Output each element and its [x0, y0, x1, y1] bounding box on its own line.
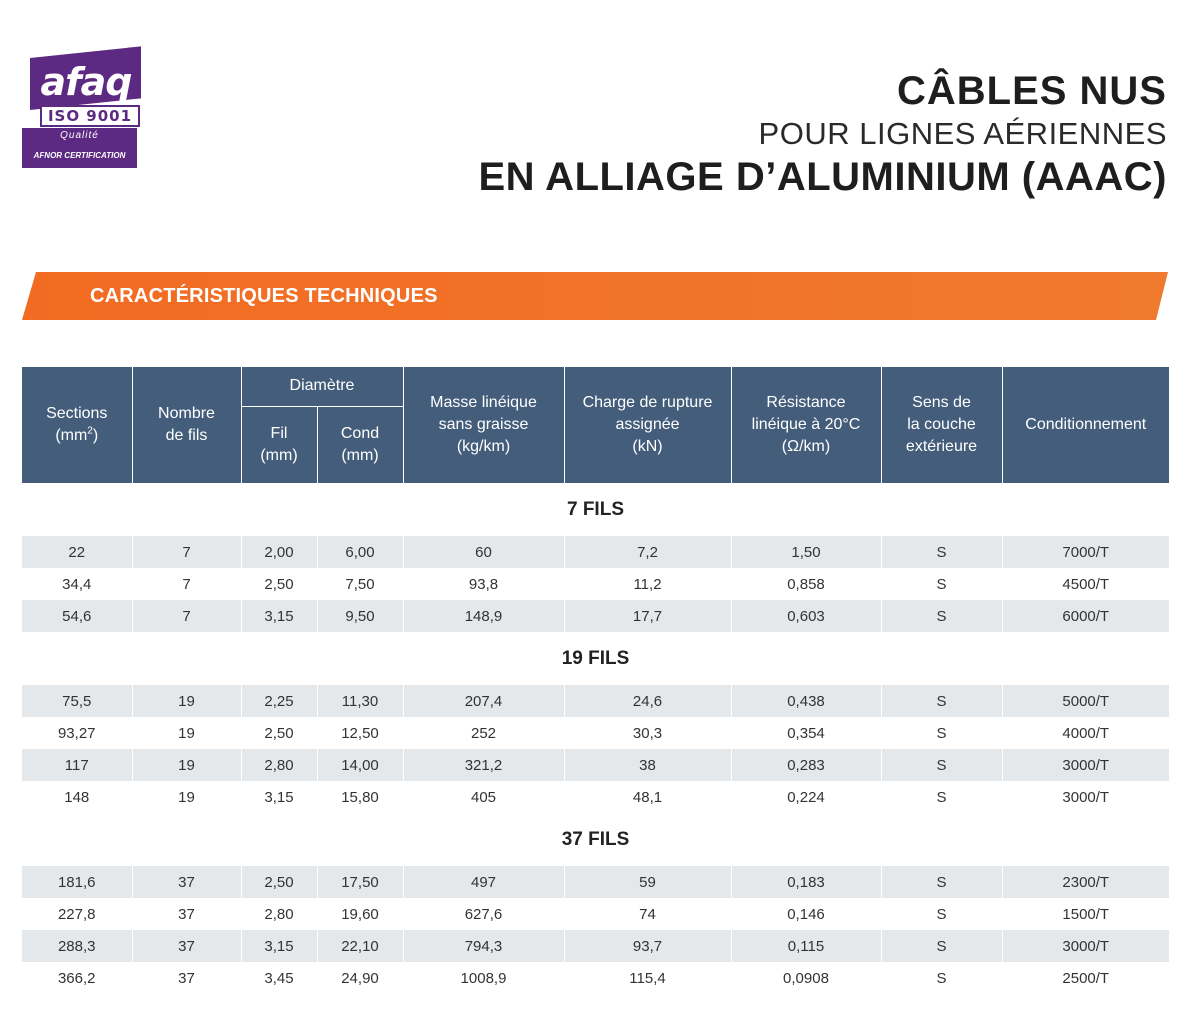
table-cell: S — [881, 930, 1002, 962]
table-cell: 2,00 — [241, 536, 317, 568]
header-charge: Charge de rupture assignée (kN) — [564, 367, 731, 483]
table-cell: 0,146 — [731, 898, 881, 930]
document-title — [478, 66, 1167, 202]
header-fil: Fil (mm) — [241, 406, 317, 483]
table-cell: 15,80 — [317, 781, 403, 813]
table-row — [22, 749, 1169, 781]
table-cell: 30,3 — [564, 717, 731, 749]
table-cell: 37 — [132, 962, 241, 994]
table-row — [22, 866, 1169, 898]
group-label: 7 FILS — [22, 483, 1169, 536]
table-cell: 19,60 — [317, 898, 403, 930]
specs-table — [22, 367, 1169, 994]
table-cell: 2,25 — [241, 685, 317, 717]
table-cell: 0,0908 — [731, 962, 881, 994]
group-row — [22, 483, 1169, 536]
table-cell: 17,50 — [317, 866, 403, 898]
table-cell: 321,2 — [403, 749, 564, 781]
table-cell: 0,224 — [731, 781, 881, 813]
table-cell: 54,6 — [22, 600, 132, 632]
table-cell: 0,858 — [731, 568, 881, 600]
table-cell: S — [881, 536, 1002, 568]
table-cell: 19 — [132, 685, 241, 717]
table-cell: 252 — [403, 717, 564, 749]
table-cell: 405 — [403, 781, 564, 813]
table-row — [22, 685, 1169, 717]
header-cond: Cond (mm) — [317, 406, 403, 483]
table-cell: S — [881, 866, 1002, 898]
table-cell: 3000/T — [1002, 749, 1169, 781]
afaq-iso-logo — [22, 58, 142, 168]
header-diametre: Diamètre — [241, 367, 403, 406]
table-cell: 227,8 — [22, 898, 132, 930]
table-cell: 207,4 — [403, 685, 564, 717]
technical-table — [22, 367, 1169, 994]
table-cell: 17,7 — [564, 600, 731, 632]
table-row — [22, 781, 1169, 813]
group-row — [22, 813, 1169, 866]
table-cell: 93,8 — [403, 568, 564, 600]
table-cell: 3,15 — [241, 600, 317, 632]
table-cell: S — [881, 685, 1002, 717]
table-cell: 7 — [132, 568, 241, 600]
table-cell: 37 — [132, 866, 241, 898]
table-cell: 0,283 — [731, 749, 881, 781]
table-cell: 48,1 — [564, 781, 731, 813]
table-cell: 6,00 — [317, 536, 403, 568]
table-row — [22, 930, 1169, 962]
logo-qualite-label: Qualité — [60, 130, 99, 141]
logo-iso-label: ISO 9001 — [40, 105, 140, 127]
header-masse: Masse linéique sans graisse (kg/km) — [403, 367, 564, 483]
table-cell: 3,15 — [241, 781, 317, 813]
table-cell: 2,80 — [241, 749, 317, 781]
title-line-1: CÂBLES NUS — [896, 69, 1167, 113]
table-cell: 37 — [132, 898, 241, 930]
header-sens: Sens de la couche extérieure — [881, 367, 1002, 483]
table-cell: 93,7 — [564, 930, 731, 962]
table-cell: 3,15 — [241, 930, 317, 962]
table-cell: 24,6 — [564, 685, 731, 717]
table-cell: 148,9 — [403, 600, 564, 632]
table-cell: 12,50 — [317, 717, 403, 749]
banner-label: CARACTÉRISTIQUES TECHNIQUES — [90, 285, 438, 307]
group-row — [22, 632, 1169, 685]
table-cell: 3,45 — [241, 962, 317, 994]
logo-wordmark: afaq — [40, 60, 132, 104]
table-cell: 497 — [403, 866, 564, 898]
table-cell: 7000/T — [1002, 536, 1169, 568]
table-cell: 38 — [564, 749, 731, 781]
table-row — [22, 898, 1169, 930]
table-cell: 2,50 — [241, 717, 317, 749]
table-cell: S — [881, 749, 1002, 781]
table-cell: 7,50 — [317, 568, 403, 600]
table-cell: 2,50 — [241, 866, 317, 898]
table-cell: 117 — [22, 749, 132, 781]
table-cell: S — [881, 898, 1002, 930]
table-cell: 627,6 — [403, 898, 564, 930]
table-cell: 3000/T — [1002, 930, 1169, 962]
table-cell: 0,438 — [731, 685, 881, 717]
table-cell: 366,2 — [22, 962, 132, 994]
table-cell: 22,10 — [317, 930, 403, 962]
table-cell: 7 — [132, 536, 241, 568]
table-cell: 11,2 — [564, 568, 731, 600]
table-cell: 181,6 — [22, 866, 132, 898]
table-cell: 0,115 — [731, 930, 881, 962]
logo-certification-label: AFNOR CERTIFICATION — [33, 151, 126, 160]
table-cell: 75,5 — [22, 685, 132, 717]
table-row — [22, 536, 1169, 568]
table-cell: 7,2 — [564, 536, 731, 568]
table-cell: 115,4 — [564, 962, 731, 994]
table-cell: 1,50 — [731, 536, 881, 568]
table-cell: 4500/T — [1062, 575, 1110, 593]
table-cell: 0,354 — [731, 717, 881, 749]
table-cell: 0,603 — [731, 600, 881, 632]
table-cell: 19 — [132, 749, 241, 781]
table-cell: 74 — [564, 898, 731, 930]
table-cell: S — [881, 962, 1002, 994]
table-cell: 37 — [132, 930, 241, 962]
table-cell: 2300/T — [1002, 866, 1169, 898]
table-cell: 2500/T — [1062, 969, 1110, 987]
table-cell: 59 — [564, 866, 731, 898]
table-cell: 9,50 — [317, 600, 403, 632]
table-cell: 60 — [403, 536, 564, 568]
table-cell: S — [881, 717, 1002, 749]
table-cell: 14,00 — [317, 749, 403, 781]
table-cell: 2,80 — [241, 898, 317, 930]
header-sections: Sections $(mm^2)$ — [22, 367, 132, 483]
table-cell: 6000/T — [1002, 600, 1169, 632]
title-line-2: POUR LIGNES AÉRIENNES — [758, 116, 1167, 151]
table-cell: 1008,9 — [403, 962, 564, 994]
table-cell: 11,30 — [317, 685, 403, 717]
table-body — [22, 483, 1169, 994]
header-resistance: Résistance linéique à 20°C (Ω/km) — [731, 367, 881, 483]
table-cell: 288,3 — [22, 930, 132, 962]
table-cell: 148 — [22, 781, 132, 813]
table-row — [22, 717, 1169, 749]
table-row — [22, 962, 1169, 994]
table-cell: 19 — [132, 781, 241, 813]
table-cell: 794,3 — [403, 930, 564, 962]
table-cell: 93,27 — [22, 717, 132, 749]
title-line-3: EN ALLIAGE D’ALUMINIUM (AAAC) — [478, 155, 1167, 199]
table-cell: S — [881, 781, 1002, 813]
table-row — [22, 600, 1169, 632]
table-cell: S — [881, 568, 1002, 600]
table-row — [22, 568, 1169, 600]
table-cell: 2,50 — [241, 568, 317, 600]
table-cell: 4000/T — [1062, 724, 1110, 742]
table-cell: 3000/T — [1062, 788, 1110, 806]
table-cell: 34,4 — [22, 568, 132, 600]
table-cell: S — [881, 600, 1002, 632]
table-cell: 0,183 — [731, 866, 881, 898]
table-cell: 22 — [22, 536, 132, 568]
table-cell: 5000/T — [1002, 685, 1169, 717]
table-cell: 1500/T — [1062, 905, 1110, 923]
section-banner — [22, 272, 1168, 320]
group-label: 37 FILS — [22, 813, 1169, 866]
table-cell: 24,90 — [317, 962, 403, 994]
table-cell: 7 — [132, 600, 241, 632]
header-nombre-fils: Nombre de fils — [132, 367, 241, 483]
table-cell: 19 — [132, 717, 241, 749]
header-conditionnement: Conditionnement — [1002, 367, 1169, 483]
group-label: 19 FILS — [22, 632, 1169, 685]
